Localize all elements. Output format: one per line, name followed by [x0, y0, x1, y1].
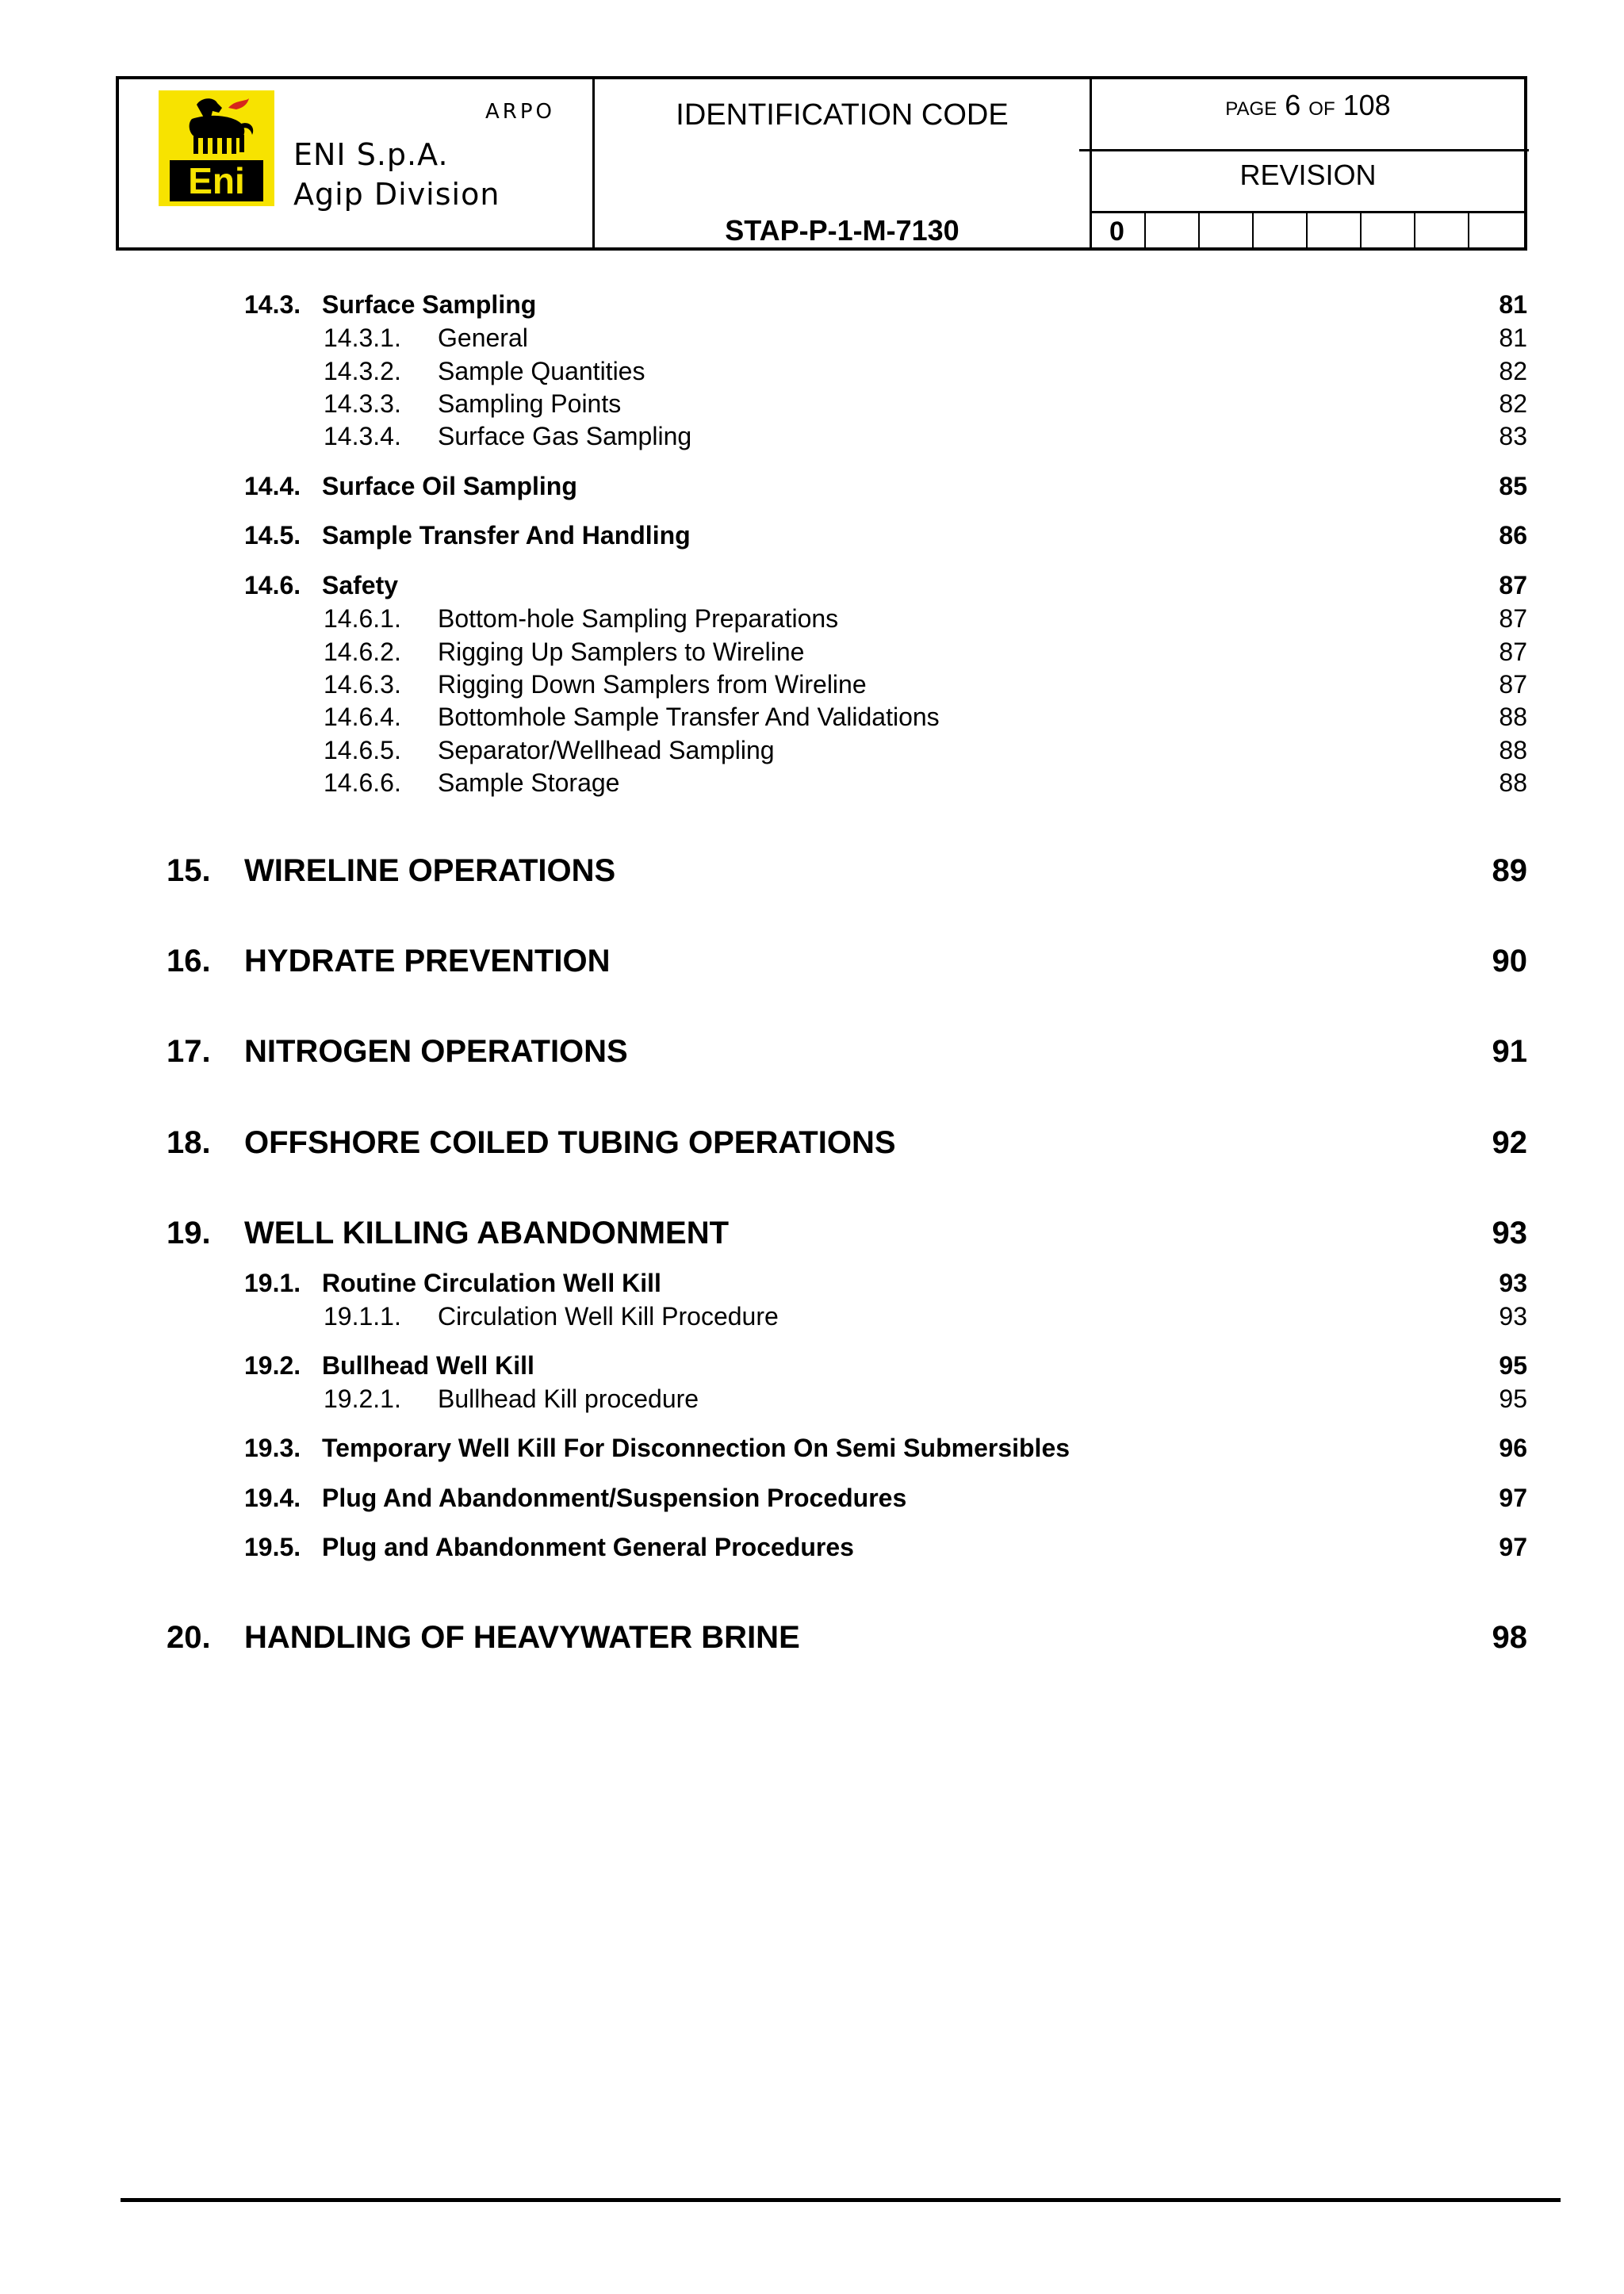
- toc-title: Bullhead Kill procedure: [438, 1384, 699, 1413]
- toc-number: 19.1.: [244, 1269, 301, 1297]
- toc-number: 19.2.1.: [324, 1384, 401, 1413]
- eni-logo: [159, 90, 274, 206]
- document-header: [116, 76, 1527, 251]
- toc-page-number: 86: [1499, 521, 1527, 550]
- toc-title: Surface Sampling: [322, 290, 537, 319]
- toc-title: Rigging Up Samplers to Wireline: [438, 638, 805, 666]
- toc-title: Surface Oil Sampling: [322, 472, 577, 500]
- toc-page-number: 88: [1499, 768, 1527, 797]
- toc-page-number: 96: [1499, 1434, 1527, 1462]
- toc-number: 19.5.: [244, 1533, 301, 1561]
- toc-number: 14.3.3.: [324, 389, 401, 418]
- toc-number: 14.6.5.: [324, 736, 401, 764]
- toc-page-number: 87: [1499, 638, 1527, 666]
- toc-title: General: [438, 324, 528, 352]
- revision-cell: [1146, 213, 1200, 250]
- revision-cell: [1362, 213, 1415, 250]
- toc-page-number: 91: [1492, 1034, 1527, 1069]
- toc-page-number: 92: [1492, 1125, 1527, 1160]
- toc-number: 19.4.: [244, 1484, 301, 1512]
- eni-logo-word: Eni: [170, 160, 263, 201]
- toc-title: Routine Circulation Well Kill: [322, 1269, 661, 1297]
- header-divider: [1079, 149, 1529, 151]
- revision-cells: [1092, 211, 1524, 250]
- toc-title: Bottom-hole Sampling Preparations: [438, 604, 839, 633]
- toc-number: 18.: [167, 1125, 211, 1160]
- toc-number: 14.3.4.: [324, 422, 401, 450]
- toc-number: 14.3.: [244, 290, 301, 319]
- toc-page-number: 93: [1492, 1216, 1527, 1250]
- toc-title: HANDLING OF HEAVYWATER BRINE: [244, 1620, 800, 1655]
- revision-label: REVISION: [1239, 159, 1377, 191]
- toc-title: Sample Storage: [438, 768, 620, 797]
- company-name: [293, 135, 500, 214]
- toc-title: HYDRATE PREVENTION: [244, 944, 611, 978]
- toc-number: 14.6.3.: [324, 670, 401, 699]
- revision-cell: [1415, 213, 1469, 250]
- toc-title: Plug And Abandonment/Suspension Procedures: [322, 1484, 907, 1512]
- toc-title: Surface Gas Sampling: [438, 422, 692, 450]
- revision-cell: [1308, 213, 1362, 250]
- toc-number: 19.3.: [244, 1434, 301, 1462]
- toc-number: 20.: [167, 1620, 211, 1655]
- toc-title: Rigging Down Samplers from Wireline: [438, 670, 867, 699]
- toc-page-number: 95: [1499, 1351, 1527, 1380]
- toc-number: 19.2.: [244, 1351, 301, 1380]
- logo-cell: [119, 79, 595, 247]
- toc-page-number: 81: [1499, 290, 1527, 319]
- revision-cell: [1469, 213, 1524, 250]
- toc-page-number: 93: [1499, 1302, 1527, 1331]
- toc-title: Bullhead Well Kill: [322, 1351, 534, 1380]
- toc-title: OFFSHORE COILED TUBING OPERATIONS: [244, 1125, 896, 1160]
- toc-number: 14.6.4.: [324, 703, 401, 731]
- toc-title: Safety: [322, 571, 399, 599]
- revision-cell: [1200, 213, 1254, 250]
- toc-page-number: 89: [1492, 853, 1527, 888]
- arpo-label: ARPO: [485, 100, 555, 124]
- toc-title: NITROGEN OPERATIONS: [244, 1034, 628, 1069]
- toc-number: 14.6.: [244, 571, 301, 599]
- toc-page-number: 87: [1499, 604, 1527, 633]
- toc-number: 17.: [167, 1034, 211, 1069]
- six-legged-dog-icon: [173, 97, 260, 157]
- revision-value: 0: [1092, 213, 1146, 250]
- toc-page-number: 82: [1499, 357, 1527, 385]
- toc-title: Temporary Well Kill For Disconnection On Semi Submersibles: [322, 1434, 1071, 1462]
- identification-cell: [595, 79, 1092, 247]
- toc-title: Separator/Wellhead Sampling: [438, 736, 775, 764]
- page-revision-cell: [1092, 79, 1524, 247]
- identification-code-label: IDENTIFICATION CODE: [676, 98, 1009, 132]
- toc-title: Sample Transfer And Handling: [322, 521, 691, 550]
- toc-number: 16.: [167, 944, 211, 978]
- toc-number: 14.6.2.: [324, 638, 401, 666]
- toc-number: 14.4.: [244, 472, 301, 500]
- toc-number: 14.3.2.: [324, 357, 401, 385]
- toc-title: WIRELINE OPERATIONS: [244, 853, 616, 888]
- toc-number: 14.6.6.: [324, 768, 401, 797]
- toc-page-number: 88: [1499, 736, 1527, 764]
- toc-page-number: 87: [1499, 670, 1527, 699]
- toc-page-number: 97: [1499, 1484, 1527, 1512]
- toc-number: 19.: [167, 1216, 211, 1250]
- toc-title: Sample Quantities: [438, 357, 645, 385]
- toc-title: Circulation Well Kill Procedure: [438, 1302, 779, 1331]
- toc-title: Bottomhole Sample Transfer And Validations: [438, 703, 940, 731]
- toc-page-number: 97: [1499, 1533, 1527, 1561]
- toc-number: 19.1.1.: [324, 1302, 401, 1331]
- identification-code-value: STAP-P-1-M-7130: [725, 214, 959, 247]
- toc-number: 14.6.1.: [324, 604, 401, 633]
- company-line-1: ENI S.p.A.: [293, 137, 449, 172]
- toc-page-number: 98: [1492, 1620, 1527, 1655]
- page-number: PAGE 6 OF 108: [1225, 89, 1391, 121]
- toc-page-number: 93: [1499, 1269, 1527, 1297]
- toc-number: 15.: [167, 853, 211, 888]
- toc-page-number: 85: [1499, 472, 1527, 500]
- toc-title: Sampling Points: [438, 389, 622, 418]
- toc-page-number: 82: [1499, 389, 1527, 418]
- toc-page-number: 83: [1499, 422, 1527, 450]
- revision-cell: [1254, 213, 1308, 250]
- toc-page-number: 87: [1499, 571, 1527, 599]
- toc-page-number: 95: [1499, 1384, 1527, 1413]
- toc-page-number: 90: [1492, 944, 1527, 978]
- toc-page-number: 88: [1499, 703, 1527, 731]
- footer-rule: [121, 2198, 1561, 2202]
- toc-title: WELL KILLING ABANDONMENT: [244, 1216, 730, 1250]
- toc-page-number: 81: [1499, 324, 1527, 352]
- company-line-2: Agip Division: [293, 177, 500, 212]
- toc-title: Plug and Abandonment General Procedures: [322, 1533, 854, 1561]
- toc-number: 14.5.: [244, 521, 301, 550]
- toc-number: 14.3.1.: [324, 324, 401, 352]
